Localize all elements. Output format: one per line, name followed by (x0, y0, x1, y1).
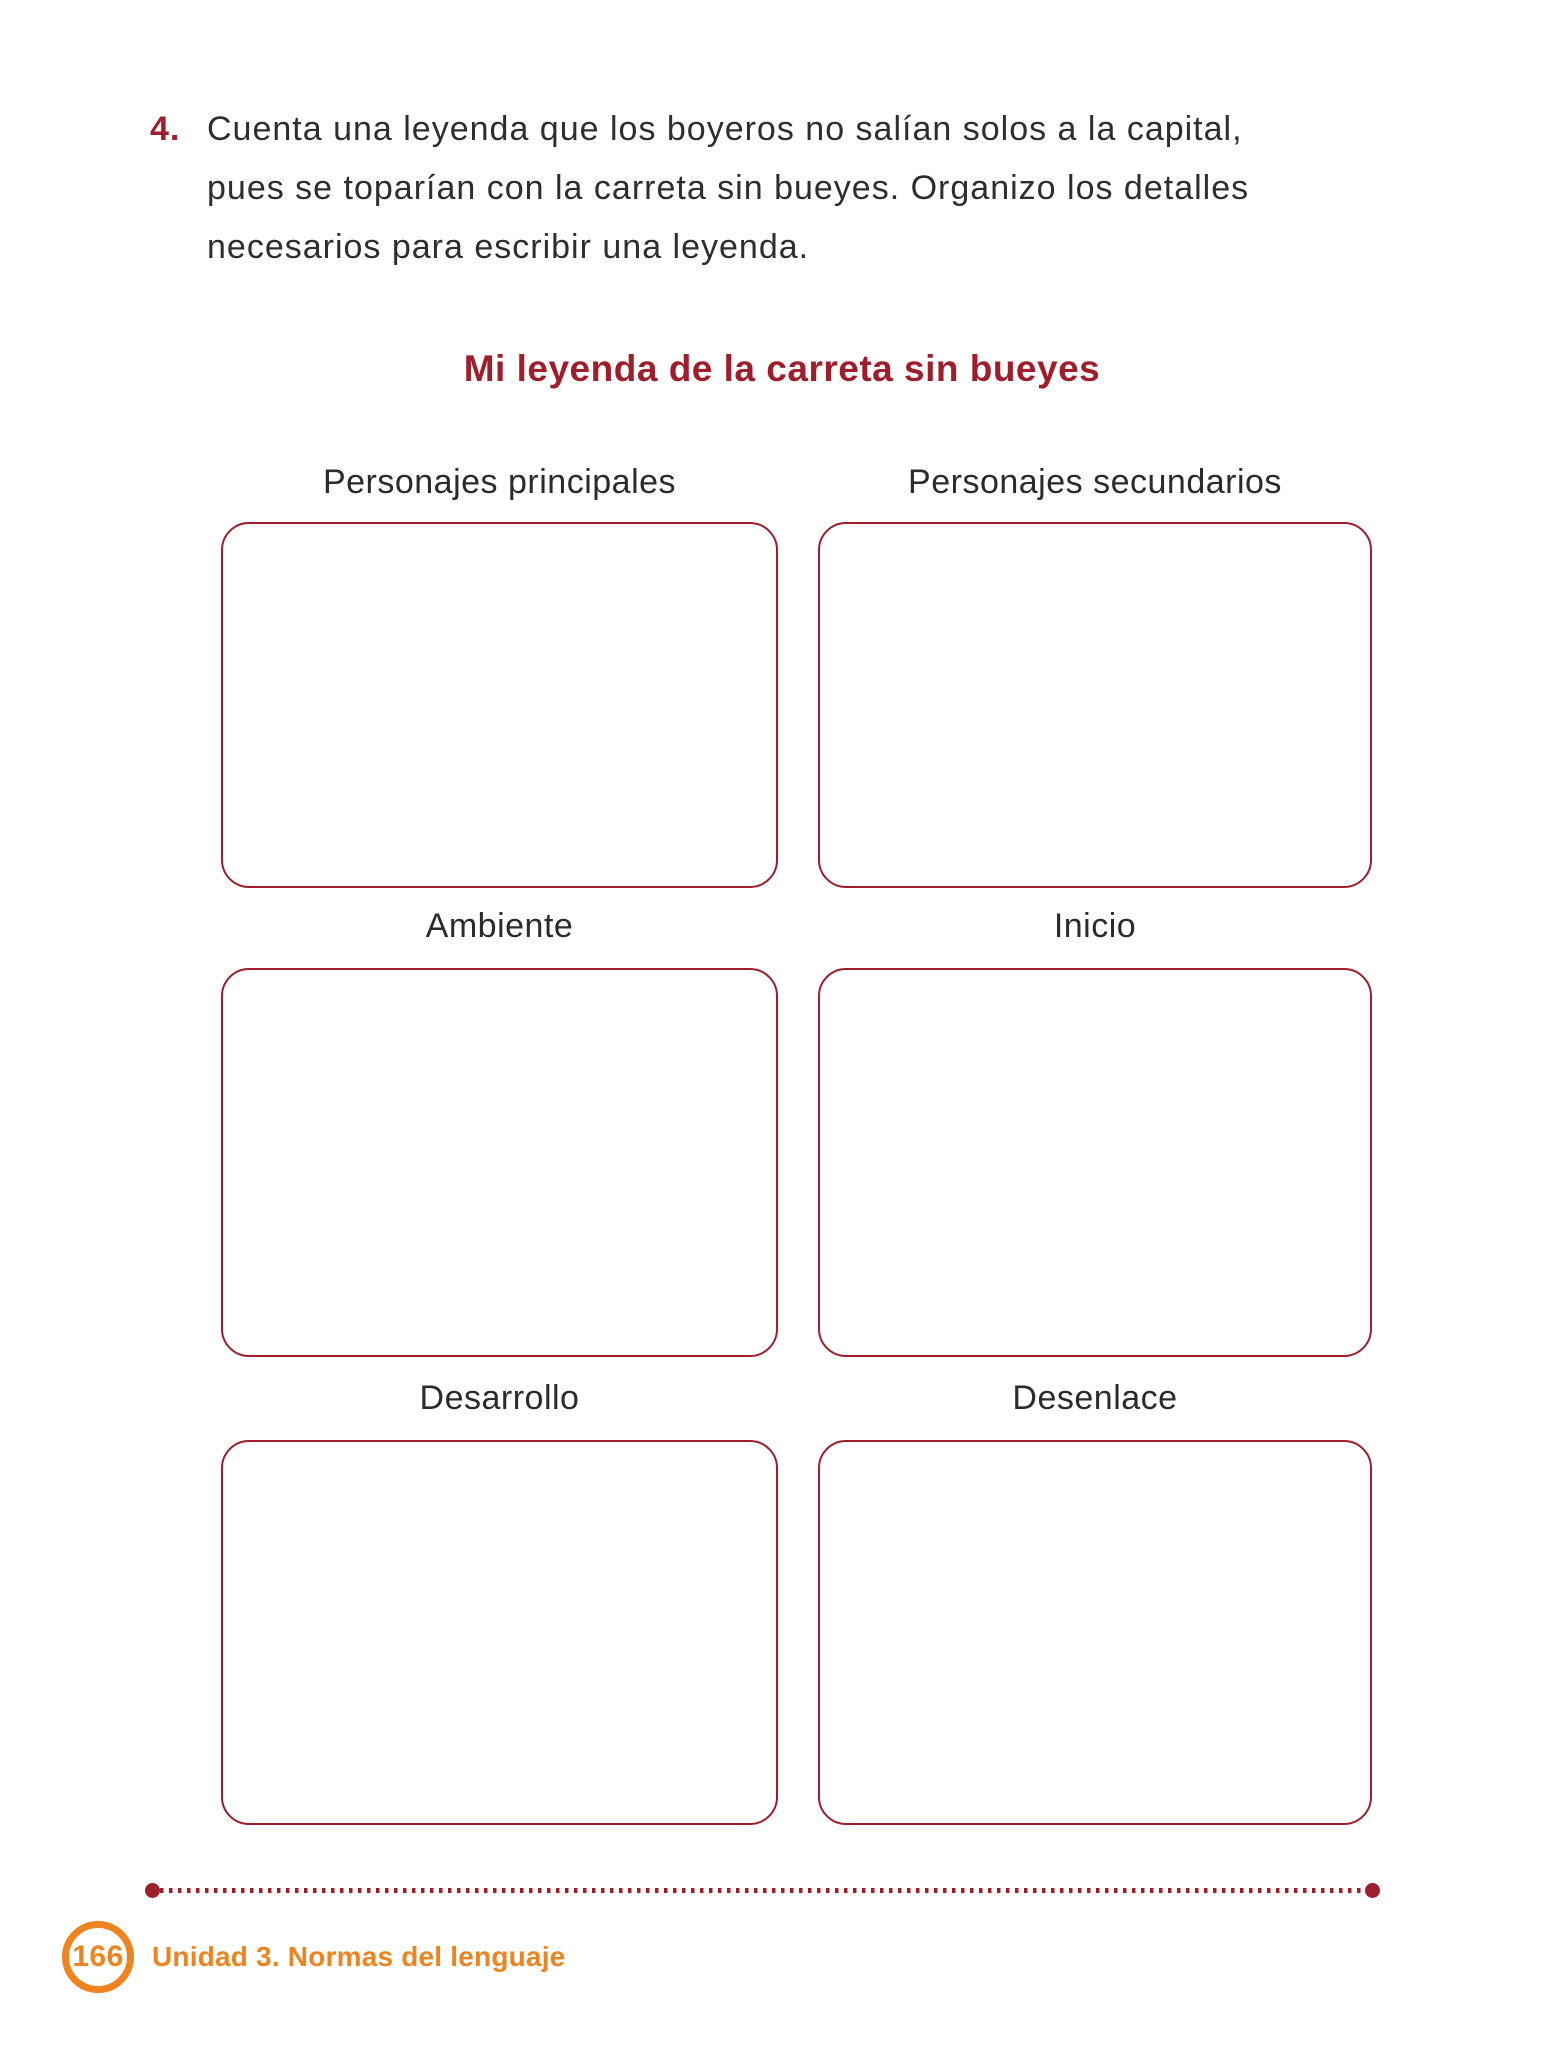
worksheet-title: Mi leyenda de la carreta sin bueyes (463, 348, 1101, 389)
box-label-desenlace: Desenlace (1012, 1379, 1178, 1417)
separator-end-dot-right (1365, 1883, 1380, 1898)
separator-end-dot-left (145, 1883, 160, 1898)
activity-text-line: pues se toparían con la carreta sin bueyes. Organizo los detalles (207, 169, 1250, 207)
writing-box-personajes-secundarios (818, 522, 1372, 888)
footer-dotted-separator (160, 1888, 1365, 1893)
activity-text-line: necesarios para escribir una leyenda. (207, 228, 810, 266)
page-number-badge: 166 (62, 1921, 134, 1993)
writing-box-ambiente (221, 968, 778, 1357)
activity-instruction (150, 100, 1480, 277)
box-label-personajes-secundarios: Personajes secundarios (908, 463, 1282, 501)
box-label-inicio: Inicio (1053, 907, 1137, 945)
activity-text-line: Cuenta una leyenda que los boyeros no salían solos a la capital, (207, 110, 1243, 148)
box-label-ambiente: Ambiente (425, 907, 574, 945)
writing-box-desenlace (818, 1440, 1372, 1825)
box-label-personajes-principales: Personajes principales (322, 463, 677, 501)
writing-box-inicio (818, 968, 1372, 1357)
writing-box-desarrollo (221, 1440, 778, 1825)
activity-number: 4. (150, 110, 181, 148)
writing-box-personajes-principales (221, 522, 778, 888)
footer-section-title: Unidad 3. Normas del lenguaje (152, 1941, 566, 1972)
activity-text (207, 100, 1480, 277)
box-label-desarrollo: Desarrollo (419, 1379, 580, 1417)
